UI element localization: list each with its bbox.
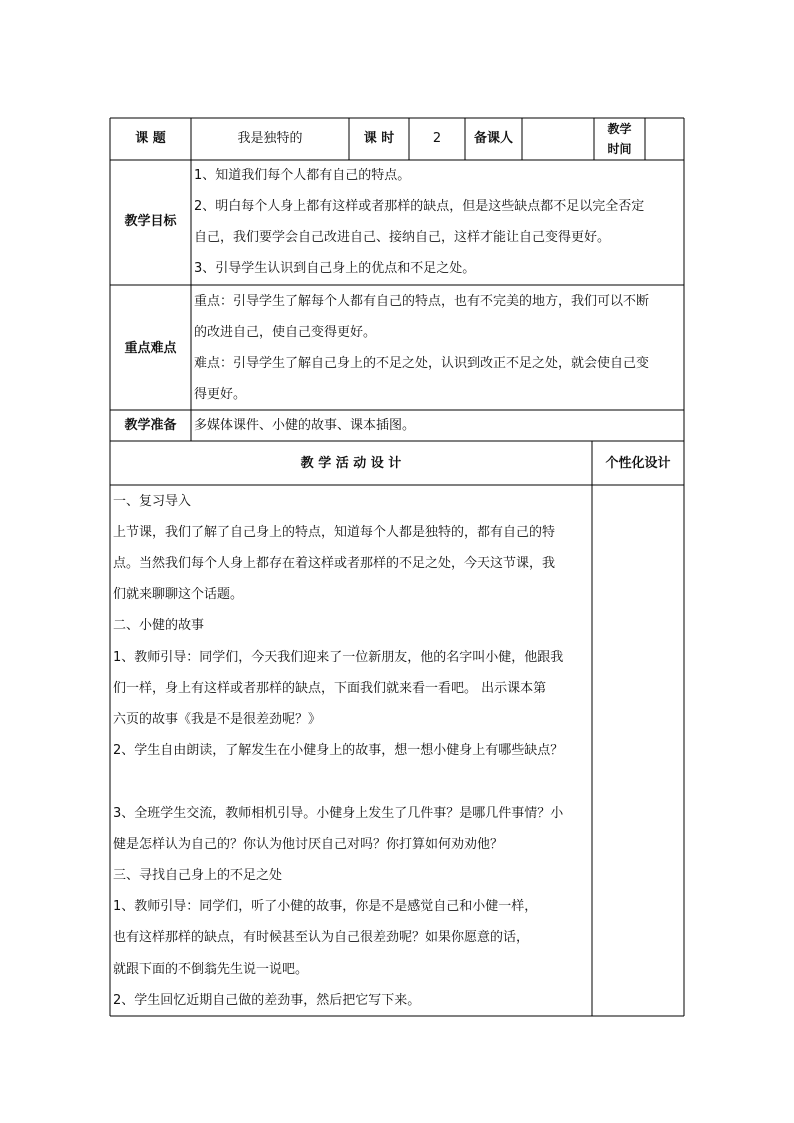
- activity-line: 1、教师引导：同学们，今天我们迎来了一位新朋友，他的名字叫小健，他跟我: [113, 650, 564, 665]
- activity-line: 健是怎样认为自己的？你认为他讨厌自己对吗？你打算如何劝劝他？: [113, 837, 504, 852]
- activity-line: 1、教师引导：同学们，听了小健的故事，你是不是感觉自己和小健一样，: [113, 899, 538, 914]
- period-label: 课 时: [363, 131, 395, 146]
- goals-line: 3、引导学生认识到自己身上的优点和不足之处。: [194, 261, 476, 276]
- activity-line: 们就来聊聊这个话题。: [113, 587, 244, 602]
- preparation-text: 多媒体课件、小健的故事、课本插图。: [194, 418, 416, 433]
- goals-line: 2、明白每个人身上都有这样或者那样的缺点，但是这些缺点都不足以完全否定: [194, 199, 645, 214]
- personalized-design-header: 个性化设计: [605, 456, 671, 471]
- keypoints-line: 的改进自己，使自己变得更好。: [194, 325, 377, 340]
- activity-line: 一、复习导入: [113, 494, 192, 509]
- activity-line: 也有这样那样的缺点，有时候甚至认为自己很差劲呢？如果你愿意的话，: [113, 930, 530, 945]
- preparer-label: 备课人: [473, 131, 513, 146]
- activity-line: 上节课，我们了解了自己身上的特点，知道每个人都是独特的，都有自己的特: [113, 525, 556, 540]
- activity-header: 教 学 活 动 设 计: [300, 456, 402, 471]
- activity-line: 六页的故事《我是不是很差劲呢？》: [113, 712, 322, 727]
- preparation-label: 教学准备: [124, 418, 177, 433]
- lesson-label: 课 题: [135, 131, 166, 146]
- keypoints-label: 重点难点: [124, 341, 177, 356]
- lesson-title: 我是独特的: [237, 131, 303, 146]
- goals-line: 自己，我们要学会自己改进自己、接纳自己，这样才能让自己变得更好。: [194, 230, 611, 245]
- time-label-line1: 教学: [607, 122, 632, 136]
- keypoints-line: 难点：引导学生了解自己身上的不足之处，认识到改正不足之处，就会使自己变: [194, 356, 650, 371]
- goals-label: 教学目标: [124, 214, 177, 229]
- activity-line: 2、学生自由朗读，了解发生在小健身上的故事，想一想小健身上有哪些缺点？: [113, 743, 564, 758]
- period-value: 2: [432, 131, 442, 146]
- activity-line: 点。当然我们每个人身上都存在着这样或者那样的不足之处，今天这节课，我: [113, 556, 556, 571]
- activity-line: 二、小健的故事: [113, 618, 205, 633]
- activity-line: 三、寻找自己身上的不足之处: [113, 868, 283, 883]
- keypoints-line: 重点：引导学生了解每个人都有自己的特点，也有不完美的地方，我们可以不断: [194, 294, 650, 309]
- activity-line: 们一样，身上有这样或者那样的缺点，下面我们就来看一看吧。 出示课本第: [113, 681, 547, 696]
- activity-line: 就跟下面的不倒翁先生说一说吧。: [113, 962, 309, 977]
- activity-line: 2、学生回忆近期自己做的差劲事，然后把它写下来。: [113, 993, 421, 1008]
- goals-line: 1、知道我们每个人都有自己的特点。: [194, 168, 411, 183]
- time-label-line2: 时间: [607, 142, 632, 156]
- activity-line: 3、全班学生交流，教师相机引导。小健身上发生了几件事？是哪几件事情？小: [113, 806, 564, 821]
- keypoints-line: 得更好。: [194, 387, 247, 402]
